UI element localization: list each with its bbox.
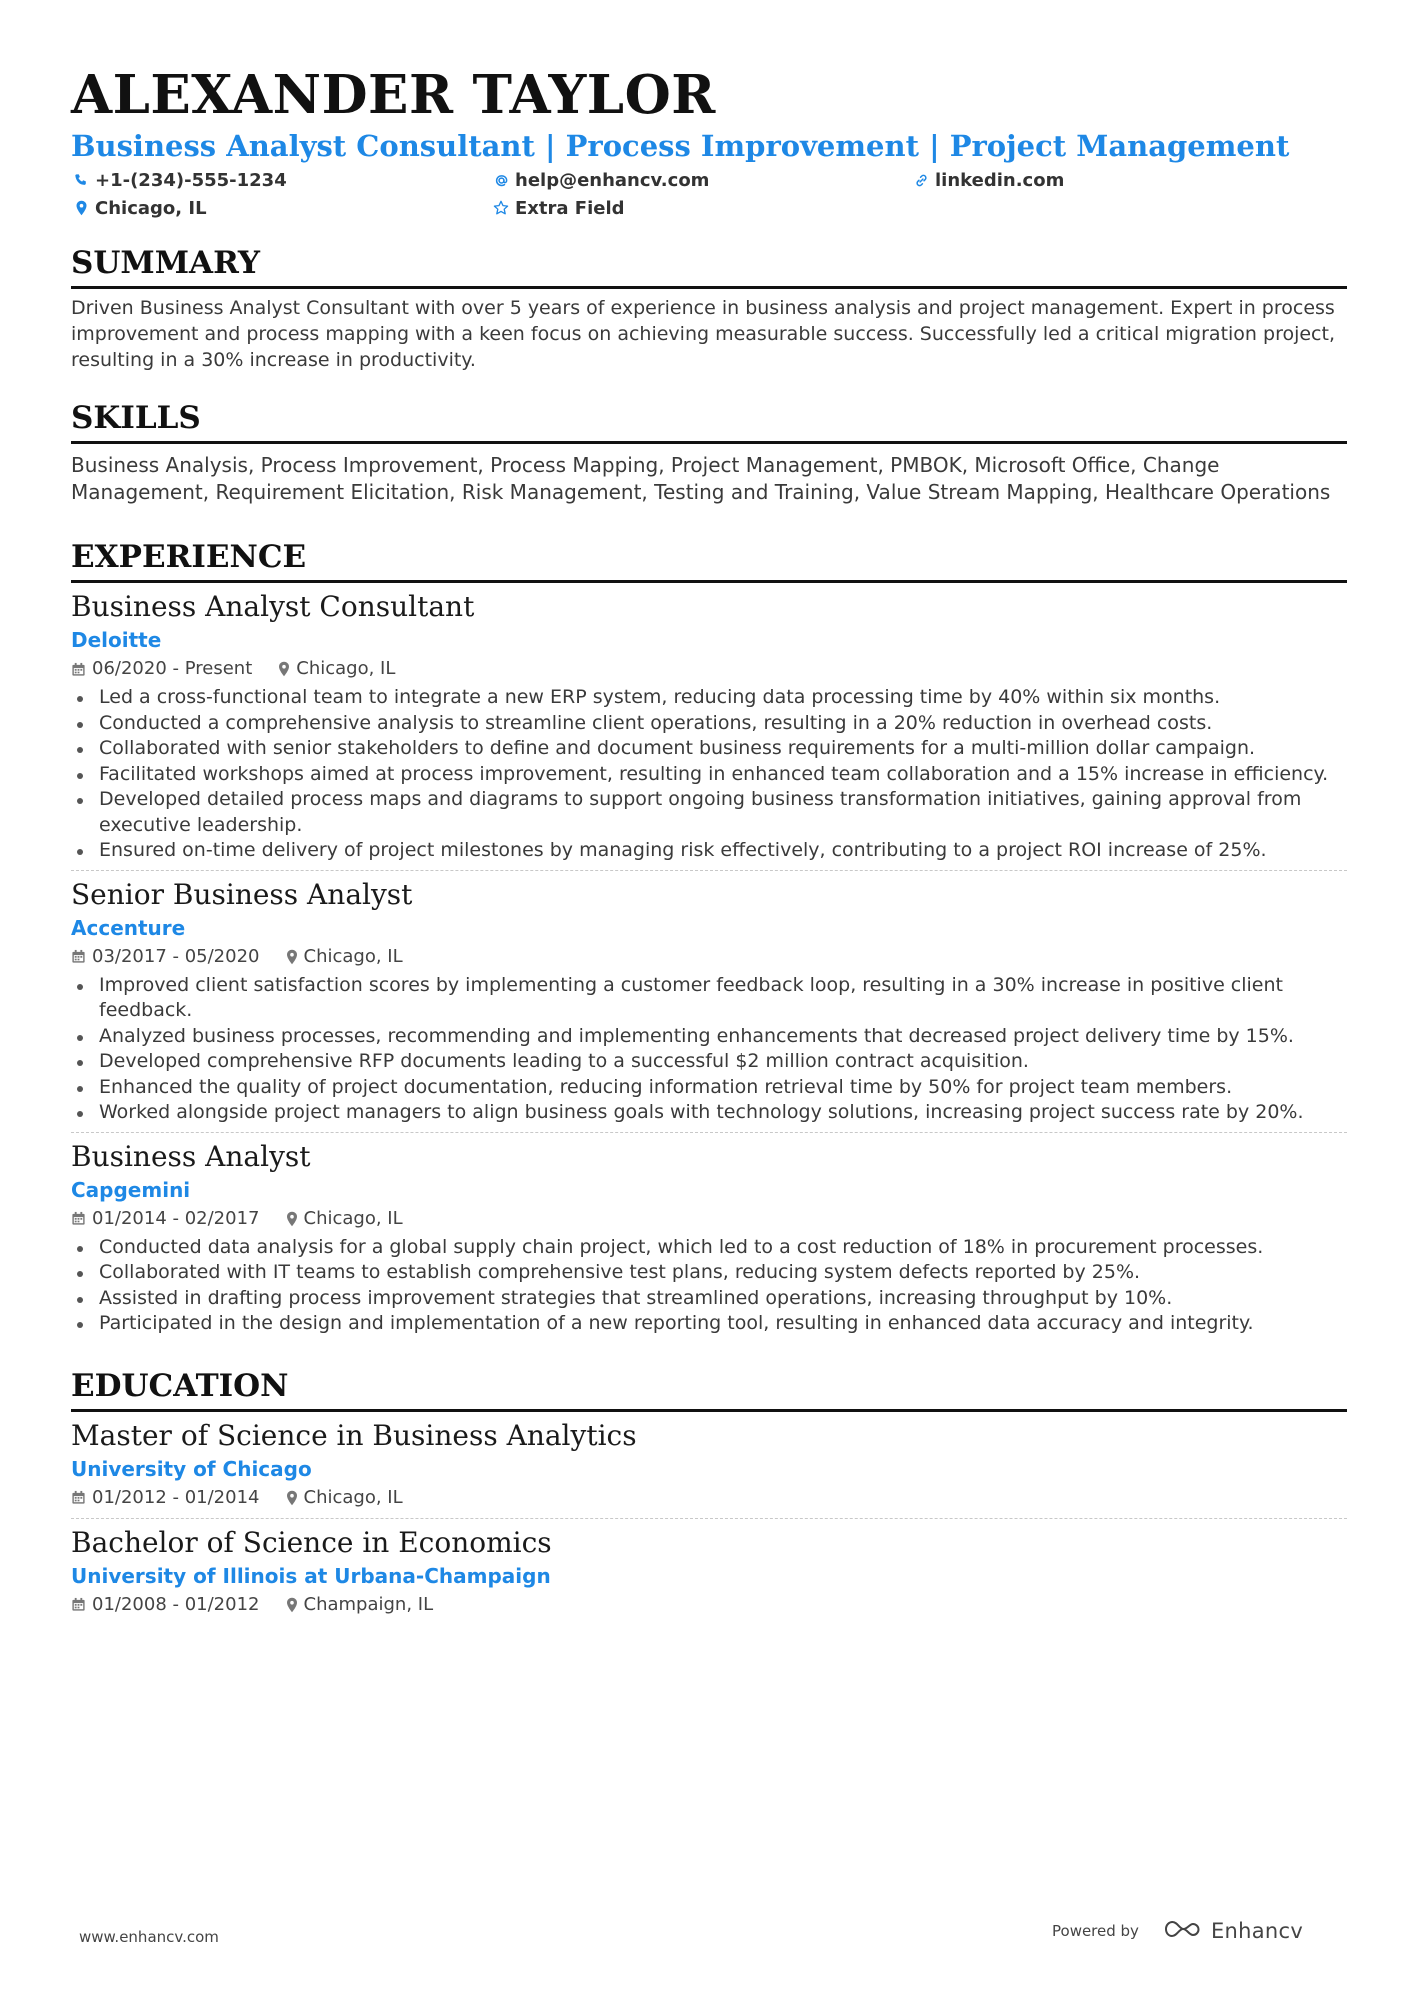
experience-item: [71, 589, 1347, 871]
job-bullet: Ensured on-time delivery of project milestones by managing risk effectively, contributing to a project ROI increase of 25%.: [71, 838, 1347, 864]
at-icon: [491, 173, 511, 188]
job-bullet: Participated in the design and implementation of a new reporting tool, resulting in enhanced data accuracy and integrity.: [71, 1311, 1347, 1337]
education-title: EDUCATION: [71, 1367, 1347, 1412]
location-pin-icon: [286, 949, 298, 965]
job-bullets: [71, 1235, 1347, 1337]
email-text[interactable]: help@enhancv.com: [515, 169, 710, 191]
job-title: Business Analyst: [71, 1139, 311, 1173]
job-title: Business Analyst Consultant: [71, 590, 475, 623]
location-pin-icon: [286, 1597, 298, 1613]
job-bullet: Improved client satisfaction scores by implementing a customer feedback loop, resulting in a 30% increase in positive client feedback.: [71, 973, 1347, 1024]
job-meta: [71, 655, 1347, 683]
link-icon: [911, 173, 931, 188]
education-dates: 01/2008 - 01/2012: [92, 1593, 260, 1615]
location-pin-icon: [286, 1211, 298, 1227]
school-name: University of Chicago: [71, 1456, 312, 1481]
job-bullet: Enhanced the quality of project documentation, reducing information retrieval time by 50% for project team members.: [71, 1075, 1347, 1101]
resume-page: [71, 60, 1347, 1619]
job-bullet: Collaborated with IT teams to establish comprehensive test plans, reducing system defects reported by 25%.: [71, 1260, 1347, 1286]
job-meta: [71, 1205, 1347, 1233]
job-bullets: [71, 973, 1347, 1126]
calendar-icon: [71, 1211, 86, 1226]
contact-email[interactable]: [491, 168, 911, 192]
job-location: Chicago, IL: [296, 658, 396, 679]
experience-section: [71, 538, 1347, 1337]
job-bullet: Assisted in drafting process improvement strategies that streamlined operations, increasing throughput by 10%.: [71, 1286, 1347, 1312]
degree-title: Master of Science in Business Analytics: [71, 1418, 637, 1452]
school-name: University of Illinois at Urbana-Champaign: [71, 1563, 551, 1588]
candidate-name: ALEXANDER TAYLOR: [71, 64, 716, 126]
experience-item: [71, 877, 1347, 1133]
education-location: Chicago, IL: [303, 1486, 403, 1508]
education-item: [71, 1525, 1347, 1619]
contact-location: [71, 196, 491, 220]
linkedin-text[interactable]: linkedin.com: [935, 169, 1065, 191]
job-location: Chicago, IL: [303, 945, 403, 967]
footer-branding: [1052, 1918, 1303, 1944]
calendar-icon: [71, 949, 86, 964]
item-divider: [71, 870, 1347, 871]
calendar-icon: [71, 662, 86, 677]
job-bullet: Led a cross-functional team to integrate a new ERP system, reducing data processing time by 40% within six months.: [71, 685, 1347, 711]
footer-website[interactable]: www.enhancv.com: [79, 1928, 219, 1946]
summary-section: [71, 244, 1347, 373]
education-meta: [71, 1484, 1347, 1512]
job-meta: [71, 943, 1347, 971]
job-bullet: Conducted a comprehensive analysis to streamline client operations, resulting in a 20% reduction in overhead costs.: [71, 711, 1347, 737]
phone-text: +1-(234)-555-1234: [95, 169, 287, 191]
skills-title: SKILLS: [71, 399, 1347, 444]
education-section: [71, 1367, 1347, 1619]
company-name: Deloitte: [71, 628, 162, 652]
education-dates: 01/2012 - 01/2014: [92, 1486, 260, 1508]
contact-linkedin[interactable]: [911, 168, 1211, 192]
job-location: Chicago, IL: [303, 1207, 403, 1229]
company-name: Capgemini: [71, 1177, 191, 1202]
star-icon: [491, 200, 511, 216]
job-bullet: Collaborated with senior stakeholders to define and document business requirements for a multi-million dollar campaign.: [71, 736, 1347, 762]
job-dates: 03/2017 - 05/2020: [92, 945, 260, 967]
location-text: Chicago, IL: [95, 197, 207, 219]
enhancv-logo-icon: [1163, 1918, 1203, 1944]
contact-extra: [491, 196, 911, 220]
skills-text: Business Analysis, Process Improvement, Process Mapping, Project Management, PMBOK, Microsoft Office, Change Management, Requirement Elicitation, Risk Management, Testing and Training, Value Stream Mapping, Healthcare Operations: [71, 453, 1331, 504]
item-divider: [71, 1518, 1347, 1519]
location-pin-icon: [286, 1490, 298, 1506]
calendar-icon: [71, 1597, 86, 1612]
summary-title: SUMMARY: [71, 244, 1347, 289]
education-meta: [71, 1591, 1347, 1619]
contact-info: [71, 168, 1347, 220]
job-bullet: Analyzed business processes, recommending and implementing enhancements that decreased project delivery time by 15%.: [71, 1024, 1347, 1050]
degree-title: Bachelor of Science in Economics: [71, 1525, 552, 1559]
job-dates: 06/2020 - Present: [92, 658, 253, 679]
job-bullet: Conducted data analysis for a global supply chain project, which led to a cost reduction of 18% in procurement processes.: [71, 1235, 1347, 1261]
extra-text: Extra Field: [515, 197, 625, 219]
job-bullet: Facilitated workshops aimed at process improvement, resulting in enhanced team collaboration and a 15% increase in efficiency.: [71, 762, 1347, 788]
summary-text: Driven Business Analyst Consultant with over 5 years of experience in business analysis and project management. Expert in process improvement and process mapping with a keen focus on achieving measurable success. Successfully led a critical migration project, resulting in a 30% increase in productivity.: [71, 297, 1335, 371]
experience-title: EXPERIENCE: [71, 538, 1347, 583]
location-pin-icon: [71, 200, 91, 216]
job-bullets: [71, 685, 1347, 864]
powered-by-text: Powered by: [1052, 1922, 1139, 1940]
headline: Business Analyst Consultant | Process Improvement | Project Management: [71, 129, 1290, 163]
skills-section: [71, 399, 1347, 506]
job-bullet: Developed detailed process maps and diagrams to support ongoing business transformation initiatives, gaining approval from executive leadership.: [71, 787, 1347, 838]
item-divider: [71, 1132, 1347, 1133]
experience-item: [71, 1139, 1347, 1337]
company-name: Accenture: [71, 915, 186, 940]
job-bullet: Developed comprehensive RFP documents leading to a successful $2 million contract acquisition.: [71, 1049, 1347, 1075]
calendar-icon: [71, 1490, 86, 1505]
job-dates: 01/2014 - 02/2017: [92, 1207, 260, 1229]
education-location: Champaign, IL: [303, 1593, 434, 1615]
job-title: Senior Business Analyst: [71, 877, 413, 911]
job-bullet: Worked alongside project managers to align business goals with technology solutions, increasing project success rate by 20%.: [71, 1100, 1347, 1126]
phone-icon: [71, 173, 91, 187]
location-pin-icon: [278, 661, 290, 677]
enhancv-brand-text: Enhancv: [1210, 1919, 1304, 1943]
education-item: [71, 1418, 1347, 1519]
contact-phone: [71, 168, 491, 192]
